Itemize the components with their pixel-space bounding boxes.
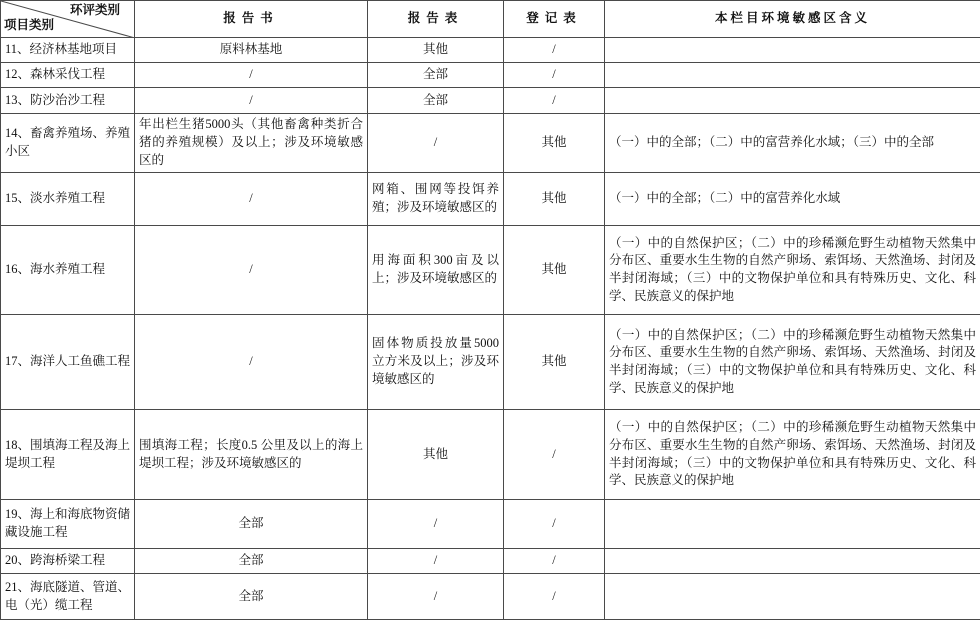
cell-registration-form: 其他 <box>504 114 605 173</box>
column-header-report-form: 报告表 <box>368 1 504 38</box>
cell-sensitive-meaning <box>605 549 980 574</box>
cell-report-book: 年出栏生猪5000头（其他畜禽种类折合猪的养殖规模）及以上；涉及环境敏感区的 <box>135 114 368 173</box>
cell-sensitive-meaning <box>605 88 980 114</box>
cell-category: 11、经济林基地项目 <box>1 38 135 63</box>
table-row <box>1 173 980 226</box>
column-header-sensitive-meaning: 本栏目环境敏感区含义 <box>605 1 980 38</box>
cell-sensitive-meaning: （一）中的自然保护区；（二）中的珍稀濒危野生动植物天然集中分布区、重要水生生物的自然产卵场、索饵场、天然渔场、封闭及半封闭海域；（三）中的文物保护单位和具有特殊历史、文化、科学、民族意义的保护地 <box>605 226 980 315</box>
table-row <box>1 410 980 500</box>
cell-sensitive-meaning <box>605 574 980 620</box>
cell-category: 12、森林采伐工程 <box>1 63 135 88</box>
cell-category: 15、淡水养殖工程 <box>1 173 135 226</box>
cell-report-form: / <box>368 500 504 549</box>
table-row <box>1 574 980 620</box>
table-row <box>1 38 980 63</box>
cell-sensitive-meaning: （一）中的自然保护区；（二）中的珍稀濒危野生动植物天然集中分布区、重要水生生物的自然产卵场、索饵场、天然渔场、封闭及半封闭海域；（三）中的文物保护单位和具有特殊历史、文化、科学、民族意义的保护地 <box>605 410 980 500</box>
table-row <box>1 315 980 410</box>
cell-sensitive-meaning <box>605 500 980 549</box>
cell-registration-form: / <box>504 549 605 574</box>
cell-category: 20、跨海桥梁工程 <box>1 549 135 574</box>
cell-report-form: 网箱、围网等投饵养殖；涉及环境敏感区的 <box>368 173 504 226</box>
column-header-registration-form: 登记表 <box>504 1 605 38</box>
cell-report-book: / <box>135 63 368 88</box>
table-row <box>1 88 980 114</box>
cell-report-form: 用海面积300亩及以上；涉及环境敏感区的 <box>368 226 504 315</box>
cell-report-book: 围填海工程；长度0.5 公里及以上的海上堤坝工程；涉及环境敏感区的 <box>135 410 368 500</box>
cell-registration-form: / <box>504 500 605 549</box>
cell-sensitive-meaning: （一）中的自然保护区；（二）中的珍稀濒危野生动植物天然集中分布区、重要水生生物的自然产卵场、索饵场、天然渔场、封闭及半封闭海域；（三）中的文物保护单位和具有特殊历史、文化、科学、民族意义的保护地 <box>605 315 980 410</box>
cell-report-form: / <box>368 574 504 620</box>
cell-report-form: 其他 <box>368 410 504 500</box>
table-header-row <box>1 1 980 38</box>
cell-report-book: 全部 <box>135 549 368 574</box>
corner-label-project-category: 项目类别 <box>4 17 54 35</box>
cell-report-book: 全部 <box>135 574 368 620</box>
cell-registration-form: 其他 <box>504 226 605 315</box>
cell-report-form: 全部 <box>368 63 504 88</box>
cell-sensitive-meaning <box>605 63 980 88</box>
cell-report-book: / <box>135 315 368 410</box>
table-row <box>1 63 980 88</box>
cell-registration-form: / <box>504 410 605 500</box>
cell-report-form: 其他 <box>368 38 504 63</box>
table-row <box>1 114 980 173</box>
cell-report-book: / <box>135 226 368 315</box>
cell-sensitive-meaning: （一）中的全部；（二）中的富营养化水域；（三）中的全部 <box>605 114 980 173</box>
cell-category: 19、海上和海底物资储藏设施工程 <box>1 500 135 549</box>
cell-sensitive-meaning: （一）中的全部；（二）中的富营养化水域 <box>605 173 980 226</box>
corner-header-cell <box>1 1 135 38</box>
cell-category: 21、海底隧道、管道、电（光）缆工程 <box>1 574 135 620</box>
column-header-report-book: 报告书 <box>135 1 368 38</box>
cell-report-form: 固体物质投放量5000 立方米及以上；涉及环境敏感区的 <box>368 315 504 410</box>
cell-report-form: / <box>368 114 504 173</box>
cell-report-form: 全部 <box>368 88 504 114</box>
cell-category: 18、围填海工程及海上堤坝工程 <box>1 410 135 500</box>
table-row <box>1 226 980 315</box>
cell-report-form: / <box>368 549 504 574</box>
corner-label-eia-category: 环评类别 <box>70 2 120 20</box>
cell-report-book: / <box>135 173 368 226</box>
cell-category: 13、防沙治沙工程 <box>1 88 135 114</box>
cell-registration-form: / <box>504 574 605 620</box>
cell-registration-form: / <box>504 63 605 88</box>
table-row <box>1 500 980 549</box>
cell-sensitive-meaning <box>605 38 980 63</box>
cell-registration-form: / <box>504 88 605 114</box>
cell-category: 16、海水养殖工程 <box>1 226 135 315</box>
cell-category: 17、海洋人工鱼礁工程 <box>1 315 135 410</box>
cell-registration-form: / <box>504 38 605 63</box>
table-row <box>1 549 980 574</box>
cell-registration-form: 其他 <box>504 173 605 226</box>
cell-report-book: 全部 <box>135 500 368 549</box>
diagonal-divider <box>1 1 134 37</box>
cell-report-book: 原料林基地 <box>135 38 368 63</box>
cell-registration-form: 其他 <box>504 315 605 410</box>
cell-report-book: / <box>135 88 368 114</box>
cell-category: 14、畜禽养殖场、养殖小区 <box>1 114 135 173</box>
